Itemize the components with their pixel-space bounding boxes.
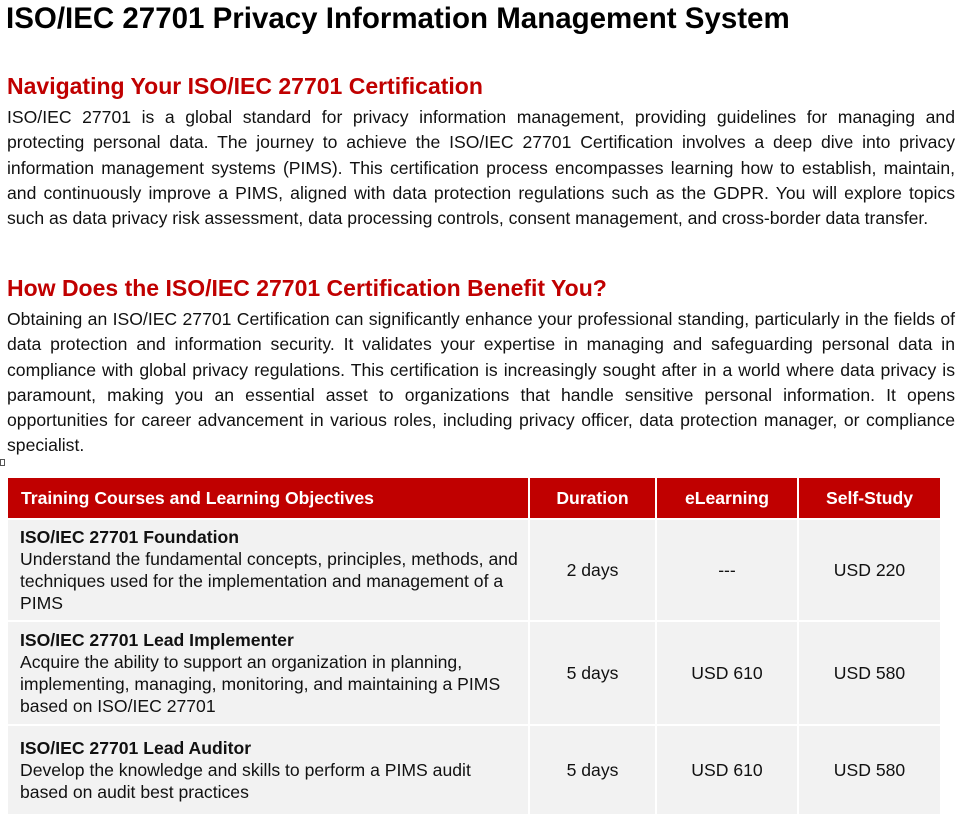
duration-cell: 5 days <box>530 622 655 724</box>
course-name: ISO/IEC 27701 Lead Implementer <box>20 630 294 650</box>
section-heading-benefits: How Does the ISO/IEC 27701 Certification Benefit You? <box>7 275 607 301</box>
table-row <box>8 520 940 620</box>
header-courses: Training Courses and Learning Objectives <box>8 478 528 518</box>
duration-cell: 5 days <box>530 726 655 814</box>
header-duration: Duration <box>530 478 655 518</box>
course-description: Understand the fundamental concepts, principles, methods, and techniques used for the implementation and management of a PIMS <box>20 549 518 613</box>
table-row <box>8 726 940 814</box>
course-name: ISO/IEC 27701 Foundation <box>20 527 239 547</box>
course-name: ISO/IEC 27701 Lead Auditor <box>20 738 252 758</box>
anchor-marker-icon <box>0 459 5 466</box>
course-description: Develop the knowledge and skills to perform a PIMS audit based on audit best practices <box>20 760 471 802</box>
page-title: ISO/IEC 27701 Privacy Information Management System <box>6 2 790 35</box>
header-elearning: eLearning <box>657 478 797 518</box>
self-study-cell: USD 580 <box>799 622 940 724</box>
elearning-cell: USD 610 <box>657 726 797 814</box>
course-description: Acquire the ability to support an organization in planning, implementing, managing, monitoring, and maintaining a PIMS based on ISO/IEC 27701 <box>20 652 501 716</box>
table-header-row <box>8 478 940 518</box>
section-body-navigating: ISO/IEC 27701 is a global standard for privacy information management, providing guidelines for managing and protecting personal data. The journey to achieve the ISO/IEC 27701 Certification involves a deep dive into privacy information management systems (PIMS). This certification process encompasses learning how to establish, maintain, and continuously improve a PIMS, aligned with data protection regulations such as the GDPR. You will explore topics such as data privacy risk assessment, data processing controls, consent management, and cross-border data transfer. <box>7 107 955 229</box>
section-heading-navigating: Navigating Your ISO/IEC 27701 Certification <box>7 73 483 99</box>
course-cell <box>8 520 528 620</box>
course-cell <box>8 622 528 724</box>
elearning-cell: --- <box>657 520 797 620</box>
section-body-benefits: Obtaining an ISO/IEC 27701 Certification can significantly enhance your professional standing, particularly in the fields of data protection and information security. It validates your expertise in managing and safeguarding personal data in compliance with global privacy regulations. This certification is increasingly sought after in a world where data privacy is paramount, making you an essential asset to organizations that handle sensitive personal information. It opens opportunities for career advancement in various roles, including privacy officer, data protection manager, or compliance specialist. <box>7 309 955 456</box>
self-study-cell: USD 580 <box>799 726 940 814</box>
elearning-cell: USD 610 <box>657 622 797 724</box>
header-self-study: Self-Study <box>799 478 940 518</box>
self-study-cell: USD 220 <box>799 520 940 620</box>
courses-table <box>6 476 942 816</box>
duration-cell: 2 days <box>530 520 655 620</box>
course-cell <box>8 726 528 814</box>
table-row <box>8 622 940 724</box>
